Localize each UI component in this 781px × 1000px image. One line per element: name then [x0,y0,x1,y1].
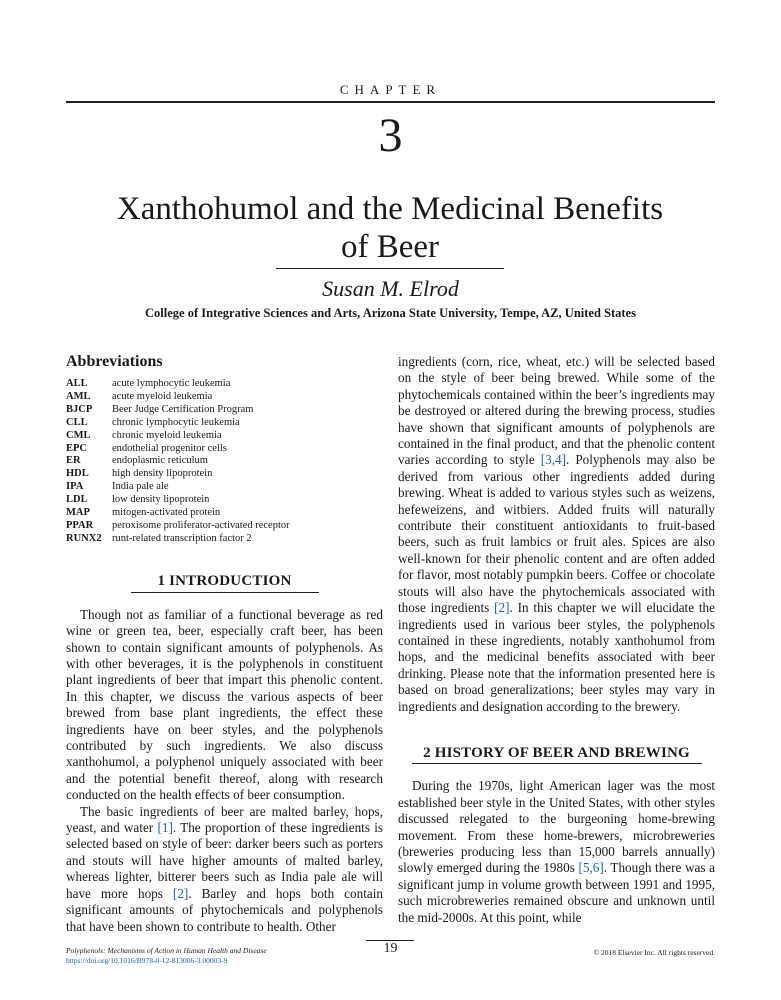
text-run: . In this chapter we will elucidate the ingredients used in various beer styles, the polyphenols contained in these ingredients, notably xanthohumol from hops, and the medicinal benefits associated with beer drinking. Please note that the information presented here is based on broad generalizations; beer styles may vary in ingredients and designation according to the brewery. [398,600,716,714]
abbreviation-term: EPC [66,442,87,454]
abbreviation-row [66,468,383,481]
footer-book-title: Polyphenols: Mechanisms of Action in Human Health and Disease [66,946,267,955]
abbreviation-row [66,443,383,456]
abbreviations-heading: Abbreviations [66,353,163,370]
abbreviation-definition: mitogen-activated protein [112,506,221,518]
top-rule [66,101,715,103]
abbreviation-row [66,404,383,417]
text-run: . Polyphenols may also be derived from various other ingredients added during brewing. Wheat is added to various styles such as weizens, hefeweizens, and witbiers. Added fruits will naturally contribute their constituent antioxidants to fruit-based beers, such as fruit lambics or fruit ales. Spices are also well-known for their phenolic content and are often added for flavor, most notably pumpkin beers. Coffee or chocolate stouts will also have the phytochemicals associated with those ingredients [398,452,715,616]
title-rule [276,268,504,269]
chapter-label: CHAPTER [339,82,442,97]
abbreviation-row [66,481,383,494]
abbreviation-term: HDL [66,468,89,480]
abbreviation-term: PPAR [66,519,94,531]
chapter-title [90,190,690,266]
abbreviation-row [66,533,383,546]
abbreviation-row [66,378,383,391]
abbreviation-term: CML [66,429,91,441]
abbreviation-term: MAP [66,506,90,518]
section1-paragraph-2 [66,804,383,935]
right-column [398,354,715,926]
section1-heading-wrap [66,573,383,592]
abbreviation-row [66,494,383,507]
text-run: . Though there was a significant jump in volume growth between 1991 and 1995, such microbreweries remained obscure and unknown until the mid-2000s. At this point, while [398,860,715,925]
abbreviation-definition: India pale ale [112,481,169,493]
abbreviation-term: AML [66,391,91,403]
author-name: Susan M. Elrod [322,276,459,301]
abbreviation-term: RUNX2 [66,532,102,544]
section1-heading-rule [131,592,319,593]
abbreviation-definition: high density lipoprotein [112,468,213,480]
section2-heading-rule [412,763,702,764]
abbreviation-definition: acute myeloid leukemia [112,391,213,403]
abbreviation-term: LDL [66,494,88,505]
text-run: The basic ingredients of beer are malted barley, hops, yeast, and water [66,803,383,836]
text-run: . Barley and hops both contain significant amounts of phytochemicals and polyphenols that have been shown to contribute to health. Other [66,885,383,934]
citation-link[interactable]: [3,4] [540,452,567,468]
abbreviation-row [66,417,383,430]
section2-heading-wrap [398,745,715,764]
continued-paragraph [398,354,715,715]
abbreviations-list [66,378,383,545]
abbreviation-row [66,430,383,443]
chapter-title-line1: Xanthohumol and the Medicinal Benefits [116,191,664,227]
abbreviation-term: ALL [66,378,88,390]
abbreviation-definition: low density lipoprotein [112,494,210,505]
abbreviation-definition: endothelial progenitor cells [112,442,227,454]
text-run: . The proportion of these ingredients is selected based on style of beer: darker beers such as porters and stouts will have higher amounts of malted barley, whereas lighter, bitterer beers such as India pale ale will have more hops [66,820,383,901]
citation-link[interactable]: [1] [157,820,173,836]
citation-link[interactable]: [5,6] [578,860,604,876]
abbreviation-definition: Beer Judge Certification Program [112,404,254,416]
text-run: ingredients (corn, rice, wheat, etc.) will be selected based on the style of beer being brewed. While some of the phytochemicals contained within the beer’s ingredients may be destroyed or altered during the brewing process, studies have shown that significant amounts of polyphenols are contained in the final product, and that the phenolic content varies according to style [398,354,715,468]
abbreviation-definition: endoplasmic reticulum [112,455,208,467]
section2-heading: 2 HISTORY OF BEER AND BREWING [423,744,690,761]
abbreviation-row [66,455,383,468]
abbreviation-definition: chronic lymphocytic leukemia [112,416,240,428]
page-number: 19 [383,941,398,956]
citation-link[interactable]: [2] [172,885,189,901]
text-run: During the 1970s, light American lager was the most established beer style in the United States, with other styles discussed relegated to the burgeoning home-brewing movement. From these home-brewers, microbreweries (breweries producing less than 15,000 barrels annually) slowly emerged during the 1980s [398,778,715,876]
abbreviation-definition: runt-related transcription factor 2 [112,532,252,544]
abbreviation-definition: acute lymphocytic leukemia [112,378,231,390]
citation-link[interactable]: [2] [494,600,510,616]
abbreviation-row [66,507,383,520]
abbreviation-definition: chronic myeloid leukemia [112,429,222,441]
left-column [66,354,383,935]
chapter-number: 3 [378,109,403,162]
abbreviation-term: CLL [66,416,88,428]
abbreviation-term: IPA [66,481,84,493]
author-affiliation: College of Integrative Sciences and Arts, Arizona State University, Tempe, AZ, United States [145,306,636,320]
section1-paragraph-1: Though not as familiar of a functional beverage as red wine or green tea, beer, especially craft beer, has been shown to contain significant amounts of polyphenols. As with other beverages, it is the polyphenols in constituent plant ingredients of beer that impart this phenolic content. In this chapter, we discuss the various aspects of beer brewed from base plant ingredients, the effect these ingredients have on beer styles, and the polyphenols contributed by such ingredients. We also discuss xanthohumol, a polyphenol uniquely associated with beer and the potential benefit thereof, along with research conducted on the health effects of beer consumption. [66,606,383,803]
abbreviation-definition: peroxisome proliferator-activated receptor [112,519,290,531]
abbreviation-term: ER [66,455,81,467]
footer-doi-link[interactable]: https://doi.org/10.1016/B978-0-12-813006-3.00003-9 [66,956,228,965]
section2-paragraph-1 [398,778,715,926]
abbreviation-row [66,520,383,533]
abbreviation-row [66,391,383,404]
chapter-title-line2: of Beer [340,229,440,265]
section1-heading: 1 INTRODUCTION [157,573,292,590]
abbreviation-term: BJCP [66,404,93,416]
footer-copyright: © 2018 Elsevier Inc. All rights reserved. [593,948,715,957]
